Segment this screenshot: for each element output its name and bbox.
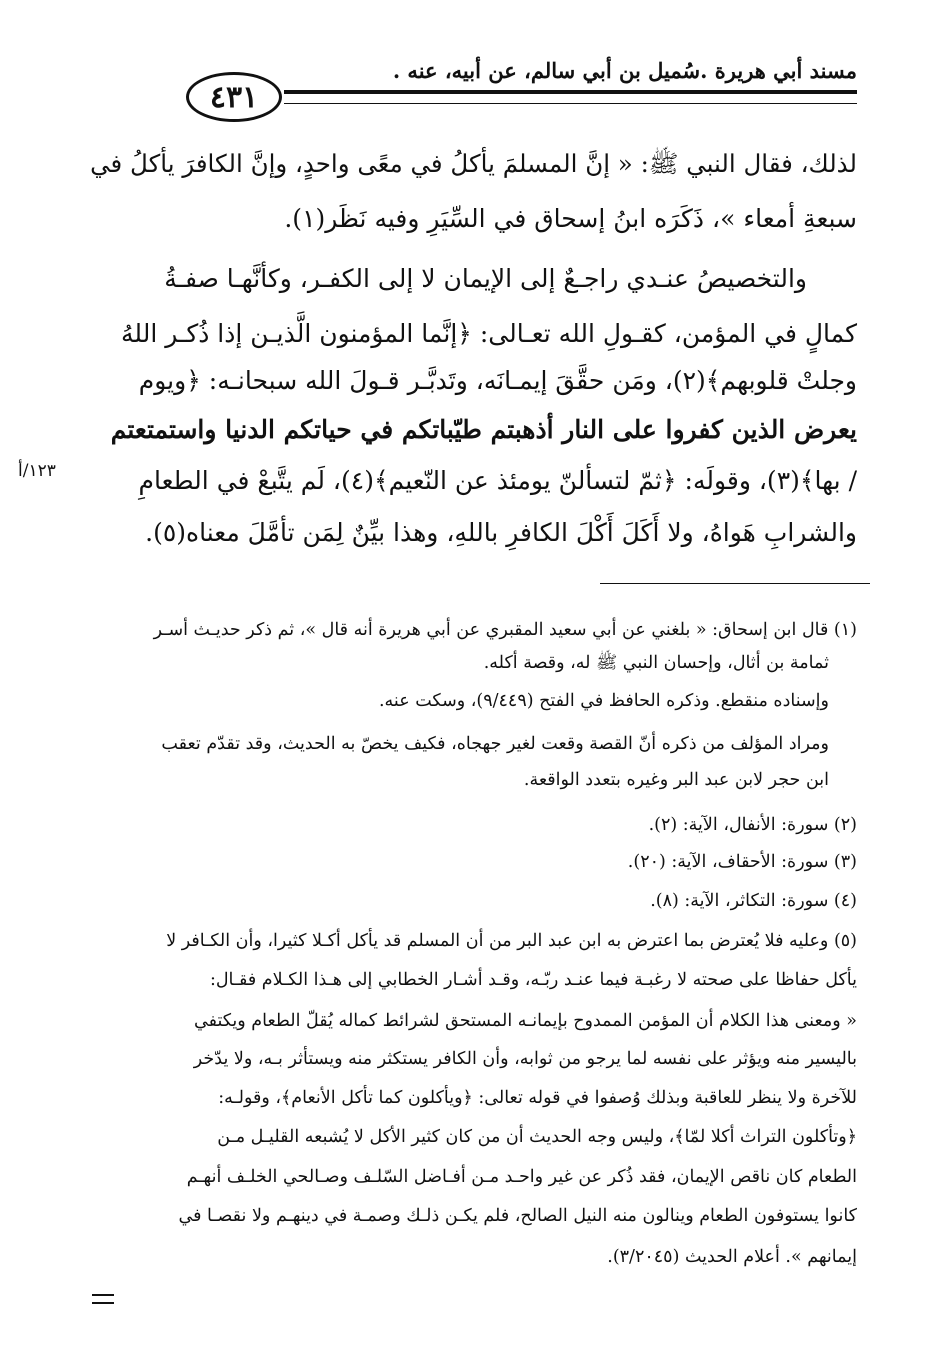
main-text-line: / بها﴾(٣)، وقولَه: ﴿ثمّ لتسألنّ يومئذ عن النّعيم﴾(٤)، لَم يتَّبعْ في الطعامِ — [138, 466, 857, 495]
page-end-mark — [92, 1294, 114, 1304]
footnote-line: ثمامة بن أثال، وإحسان النبي ﷺ له، وقصة أكله. — [483, 653, 829, 673]
margin-manuscript-folio: ١٢٣/أ — [18, 461, 56, 481]
footnote-line: ومراد المؤلف من ذكره أنّ القصة وقعت لغير جهجاه، فكيف يخصّ به الحديث، وقد تقدّم تعقب — [161, 734, 829, 754]
main-text-line: والتخصيصُ عنـدي راجـعٌ إلى الإيمان لا إلى الكفـر، وكأنَّهـا صفـةُ — [164, 264, 807, 293]
footnote-line: يأكل حفاظا على صحته لا رغبـة فيما عنـد ربّـه، وقـد أشـار الخطابي إلى هـذا الكـلام فقـال: — [209, 970, 857, 990]
main-text-line: لذلك، فقال النبي ﷺ: « إنَّ المسلمَ يأكلُ في معًى واحدٍ، وإنَّ الكافرَ يأكلُ في — [90, 149, 857, 178]
header-rule — [284, 90, 857, 104]
footnote-line: (٤) سورة: التكاثر، الآية: (٨). — [650, 891, 857, 911]
main-text-line: كمالٍ في المؤمن، كقـولِ الله تعـالى: ﴿إنَّما المؤمنون الَّذيـن إذا ذُكـر اللهُ — [121, 319, 857, 348]
footnote-line: الطعام كان ناقص الإيمان، فقد ذُكر عن غير واحـد مـن أفـاضل السّلـف وصـالحي الخلـف أنهـم — [186, 1167, 857, 1187]
main-text-line: والشرابِ هَواهُ، ولا أَكَلَ أَكْلَ الكافرِ باللهِ، وهذا بيِّنٌ لِمَن تأمَّلَ معناه(٥). — [145, 518, 857, 547]
footnote-line: (١) قال ابن إسحاق: « بلغني عن أبي سعيد المقبري عن أبي هريرة أنه قال »، ثم ذكر حديـث أسـر — [153, 620, 857, 640]
footnote-line: للآخرة ولا ينظر للعاقبة وبذلك وُصفوا في قوله تعالى: ﴿ويأكلون كما تأكل الأنعام﴾، وقولـه: — [218, 1088, 857, 1108]
page-number: ٤٣١ — [209, 79, 259, 115]
footnote-separator — [600, 583, 870, 584]
main-text-line: سبعةِ أمعاء »، ذَكَرَه ابنُ إسحاق في السِّيَرِ وفيه نَظَر(١). — [284, 204, 857, 233]
page-number-badge — [186, 72, 282, 122]
main-text-line: يعرض الذين كفروا على النار أذهبتم طيّباتكم في حياتكم الدنيا واستمتعتم — [110, 415, 857, 444]
footnote-line: باليسير منه ويؤثر على نفسه لما يرجو من ثوابه، وأن الكافر يستكثر منه ويستأثر بـه، ولا يدّخر — [193, 1049, 857, 1069]
running-header-title: مسند أبي هريرة .سُميل بن أبي سالم، عن أبيه، عنه . — [392, 58, 857, 83]
footnote-line: إيمانهم ». أعلام الحديث (٣/٢٠٤٥). — [607, 1247, 857, 1267]
footnote-line: « ومعنى هذا الكلام أن المؤمن الممدوح بإيمانـه المستحق لشرائط كماله يُقلّ الطعام ويكتفي — [194, 1011, 857, 1031]
footnote-line: (٥) وعليه فلا يُعترض بما اعترض به ابن عبد البر من أن المسلم قد يأكل أكـلا كثيرا، وأن الكـافر لا — [166, 931, 857, 951]
footnote-line: وإسناده منقطع. وذكره الحافظ في الفتح (٩/٤٤٩)، وسكت عنه. — [378, 691, 829, 711]
footnote-line: ابن حجر لابن عبد البر وغيره بتعدد الواقعة. — [523, 770, 829, 790]
footnote-line: (٢) سورة: الأنفال، الآية: (٢). — [648, 815, 857, 835]
footnote-line: (٣) سورة: الأحقاف، الآية: (٢٠). — [627, 852, 857, 872]
footnote-line: ﴿وتأكلون التراث أكلا لمّا﴾، وليس وجه الحديث أن من كان كثير الأكل لا يُشبعه القليـل مـن — [217, 1127, 857, 1147]
footnote-line: كانوا يستوفون الطعام وينالون منه النيل الصالح، فلم يكـن ذلـك وصمـة في دينهـم ولا نقصـا في — [178, 1206, 857, 1226]
main-text-line: وجلتْ قلوبهم﴾(٢)، ومَن حقَّقَ إيمـانَه، وتَدبَّـر قـولَ الله سبحانـه: ﴿ويوم — [138, 366, 857, 395]
